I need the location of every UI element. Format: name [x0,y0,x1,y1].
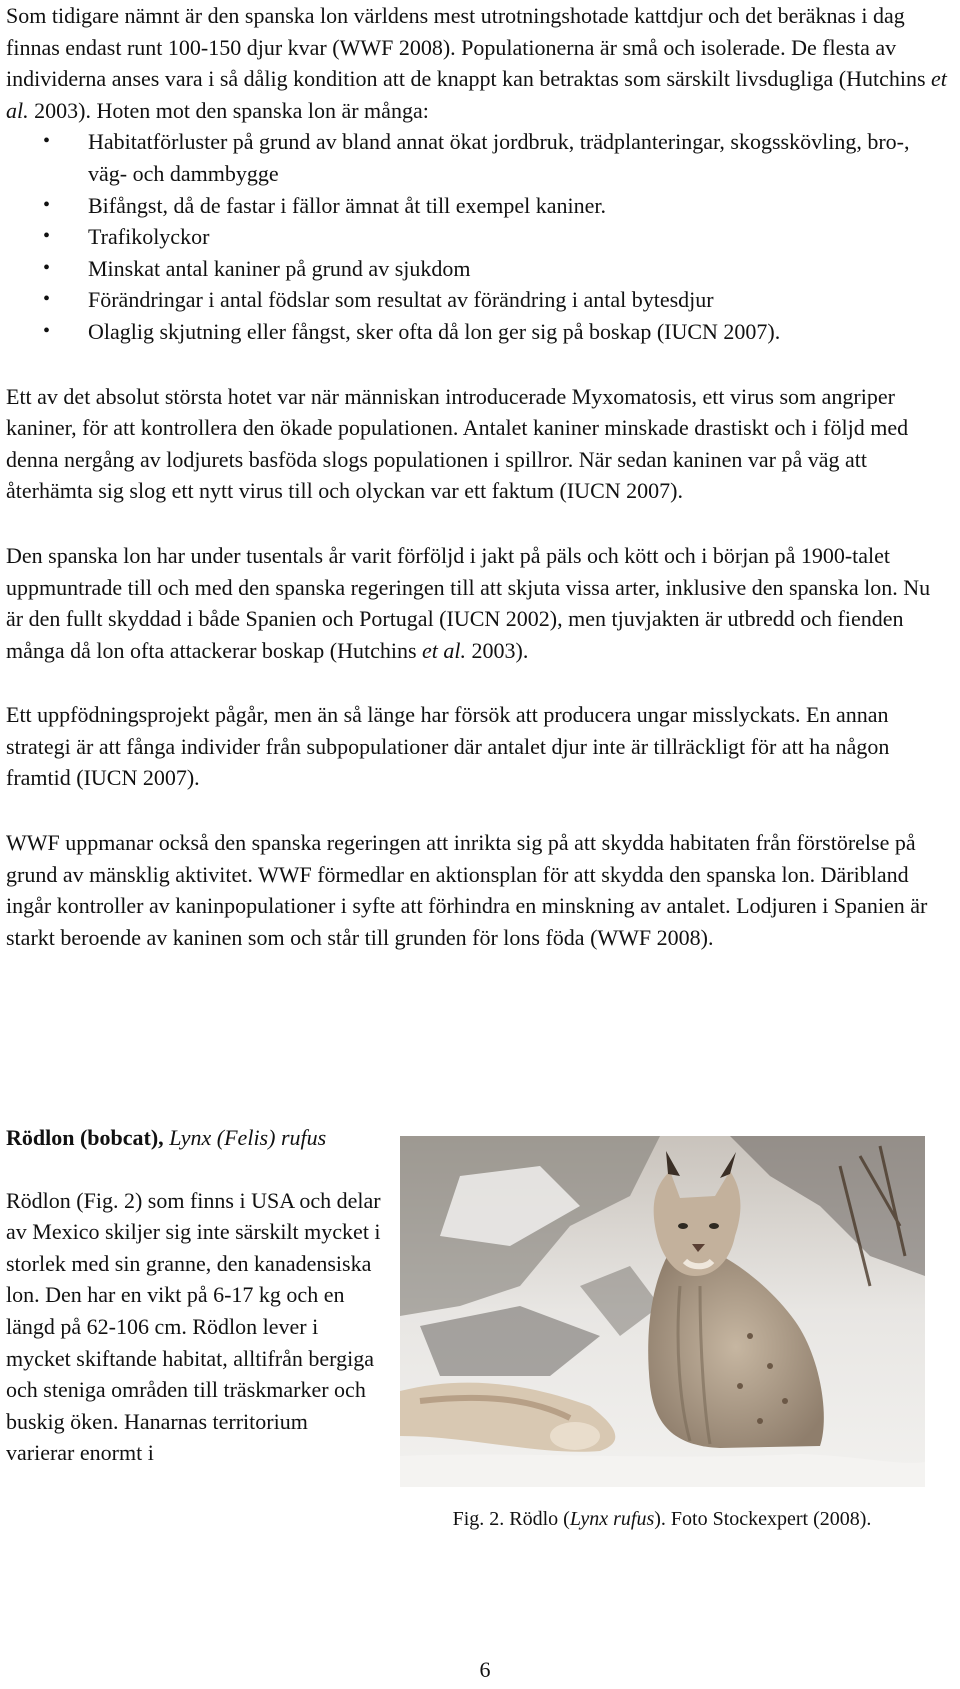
section-body: Rödlon (Fig. 2) som finns i USA och delar av Mexico skiljer sig inte särskilt mycket i storlek med sin granne, den kanadensiska lon. Den har en vikt på 6-17 kg och en längd på 62-106 cm. Rödlon lever i mycket skiftande habitat, alltifrån bergiga och steniga områden till träskmarker och buskig öken. Hanarnas territorium varierar enormt i [6,1187,381,1466]
list-item-text: Olaglig skjutning eller fångst, sker ofta då lon ger sig på boskap (IUCN 2007). [88,318,781,344]
list-item-text: Förändringar i antal födslar som resultat av förändring i antal bytesdjur [88,287,714,313]
paragraph-4: Ett uppfödningsprojekt pågår, men än så länge har försök att producera ungar misslyckats. En annan strategi är att fånga individer från subpopulationer där antalet djur inte är tillräckligt för att ha någon framtid (IUCN 2007). [6,702,890,791]
section-heading [6,1122,381,1154]
list-item [6,284,951,316]
bobcat-photo [400,1136,925,1487]
page-number: 6 [479,1657,491,1682]
paragraph-1-text-a: Som tidigare nämnt är den spanska lon världens mest utrotningshotade kattdjur och det beräknas i dag finnas endast runt 100-150 djur kvar (WWF 2008). Populationerna är små och isolerade. De flesta av individerna anses vara i så dålig kondition att de knappt kan betraktas som särskilt livsdugliga (Hutchins [6,3,932,92]
section-heading-latin: Lynx (Felis) rufus [163,1125,327,1150]
list-item [6,316,951,348]
bullet-icon: • [43,256,51,279]
bullet-icon: • [43,130,51,153]
paragraph-3-text-b: 2003). [466,637,529,663]
figure-caption-text-b: ). Foto Stockexpert (2008). [654,1508,872,1530]
paragraph-2: Ett av det absolut största hotet var när människan introducerade Myxomatosis, ett virus som angriper kaniner, för att kontrollera den ökade populationen. Antalet kaniner minskade drastiskt och i följd med denna nergång av lodjurets basföda slogs populationen i spillror. När sedan kaninen var på väg att återhämta sig slog ett nytt virus till och olyckan var ett faktum (IUCN 2007). [6,383,909,504]
bullet-icon: • [43,288,51,311]
paragraph-3-etal: et al. [422,637,467,663]
list-item-text: Minskat antal kaniner på grund av sjukdom [88,255,471,281]
figure-caption-latin: Lynx rufus [569,1508,655,1530]
paragraph-3 [6,540,951,666]
figure-caption-text-a: Fig. 2. Rödlo ( [452,1508,570,1530]
list-item [6,190,951,222]
figure-2 [400,1136,925,1531]
paragraph-3-text-a: Den spanska lon har under tusentals år varit förföljd i jakt på päls och kött och i början på 1900-talet uppmuntrade till och med den spanska regeringen till att skjuta vissa arter, inklusive den spanska lon. Nu är den fullt skyddad i både Spanien och Portugal (IUCN 2002), men tjuvjakten är utbredd och fienden många då lon ofta attackerar boskap (Hutchins [6,542,931,663]
list-item [6,253,951,285]
figure-caption [412,1507,912,1531]
list-item [6,126,951,189]
list-item-text: Trafikolyckor [88,224,210,250]
list-item [6,221,951,253]
threat-list [6,126,951,347]
paragraph-5: WWF uppmanar också den spanska regeringen att inrikta sig på att skydda habitaten från förstörelse på grund av mänsklig aktivitet. WWF förmedlar en aktionsplan för att skydda den spanska lon. Däribland ingår kontroller av kaninpopulationer i syfte att förhindra en minskning av antalet. Lodjuren i Spanien är starkt beroende av kaninen som och står till grunden för lons föda (WWF 2008). [6,830,928,950]
paragraph-1-etal: et al. [6,66,947,123]
bullet-icon: • [43,193,51,216]
section-heading-bold: Rödlon (bobcat), [6,1125,164,1150]
paragraph-1-text-b: 2003). Hoten mot den spanska lon är många: [28,97,429,123]
bullet-icon: • [43,225,51,248]
bullet-icon: • [43,319,51,342]
paragraph-1 [6,0,951,126]
bobcat-text-column [6,1122,381,1469]
page-body [6,0,951,953]
list-item-text: Habitatförluster på grund av bland annat ökat jordbruk, trädplanteringar, skogsskövling, bro-, väg- och dammbygge [88,129,910,186]
list-item-text: Bifångst, då de fastar i fällor ämnat åt till exempel kaniner. [88,192,607,218]
